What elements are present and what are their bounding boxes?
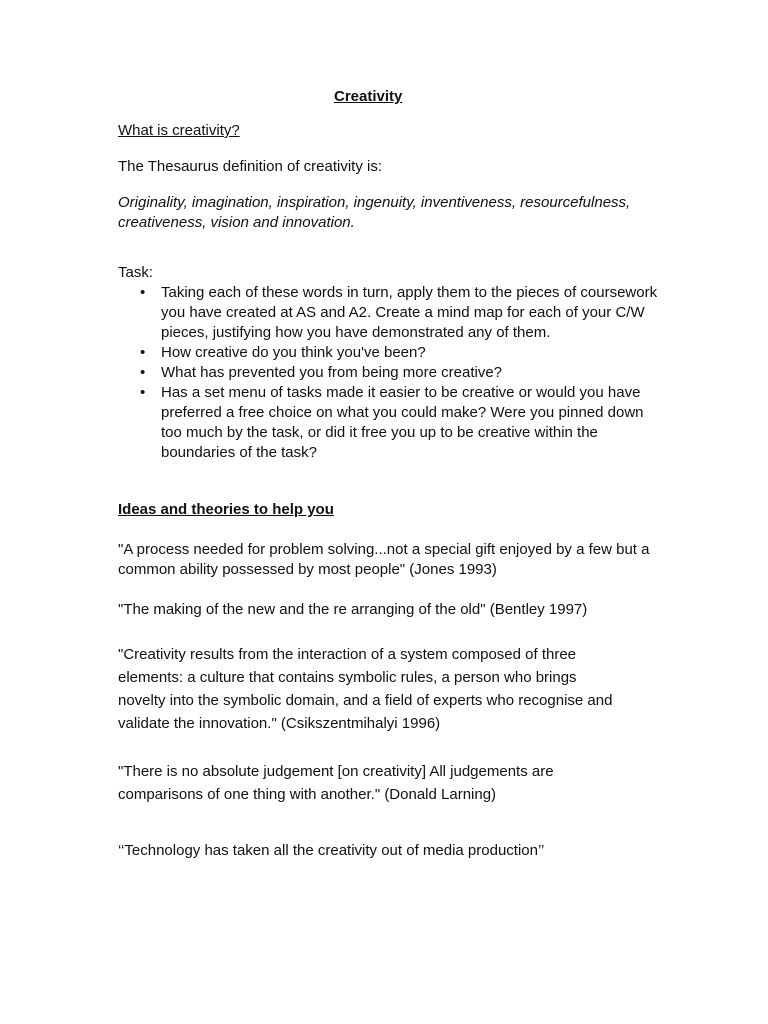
task-item xyxy=(118,283,658,343)
quote-csikszentmihalyi: "Creativity results from the interaction of a system composed of three elements: a culture that contains symbolic rules, a person who brings novelty into the symbolic domain, and a field of experts who recognise and validate the innovation." (Csikszentmihalyi 1996) xyxy=(118,646,613,732)
task-item xyxy=(118,363,658,383)
task-item-text: Taking each of these words in turn, apply them to the pieces of coursework you have created at AS and A2. Create a mind map for each of your C/W pieces, justifying how you have demonstrated any of them. xyxy=(161,284,658,341)
task-item-text: What has prevented you from being more creative? xyxy=(161,364,503,381)
bullet-icon: • xyxy=(140,284,146,301)
task-label: Task: xyxy=(118,264,154,281)
ideas-heading: Ideas and theories to help you xyxy=(118,501,334,518)
task-list xyxy=(118,283,658,463)
document-title: Creativity xyxy=(334,88,403,105)
question-heading: What is creativity? xyxy=(118,122,240,139)
quote-bentley: "The making of the new and the re arranging of the old" (Bentley 1997) xyxy=(118,601,588,618)
definition-words: Originality, imagination, inspiration, ingenuity, inventiveness, resourcefulness, creativeness, vision and innovation. xyxy=(118,194,631,231)
bullet-icon: • xyxy=(140,344,146,361)
quote-technology: ‘‘Technology has taken all the creativity out of media production’’ xyxy=(118,842,545,859)
quote-larning: "There is no absolute judgement [on creativity] All judgements are comparisons of one thing with another." (Donald Larning) xyxy=(118,763,554,803)
task-item xyxy=(118,383,658,463)
bullet-icon: • xyxy=(140,384,146,401)
definition-intro: The Thesaurus definition of creativity is: xyxy=(118,158,383,175)
task-item-text: Has a set menu of tasks made it easier to be creative or would you have preferred a free choice on what you could make? Were you pinned down too much by the task, or did it free you up to be creative within the boundaries of the task? xyxy=(161,384,644,461)
task-item-text: How creative do you think you've been? xyxy=(161,344,426,361)
quote-jones: "A process needed for problem solving...not a special gift enjoyed by a few but a common ability possessed by most people" (Jones 1993) xyxy=(118,541,650,578)
bullet-icon: • xyxy=(140,364,146,381)
task-item xyxy=(118,343,658,363)
